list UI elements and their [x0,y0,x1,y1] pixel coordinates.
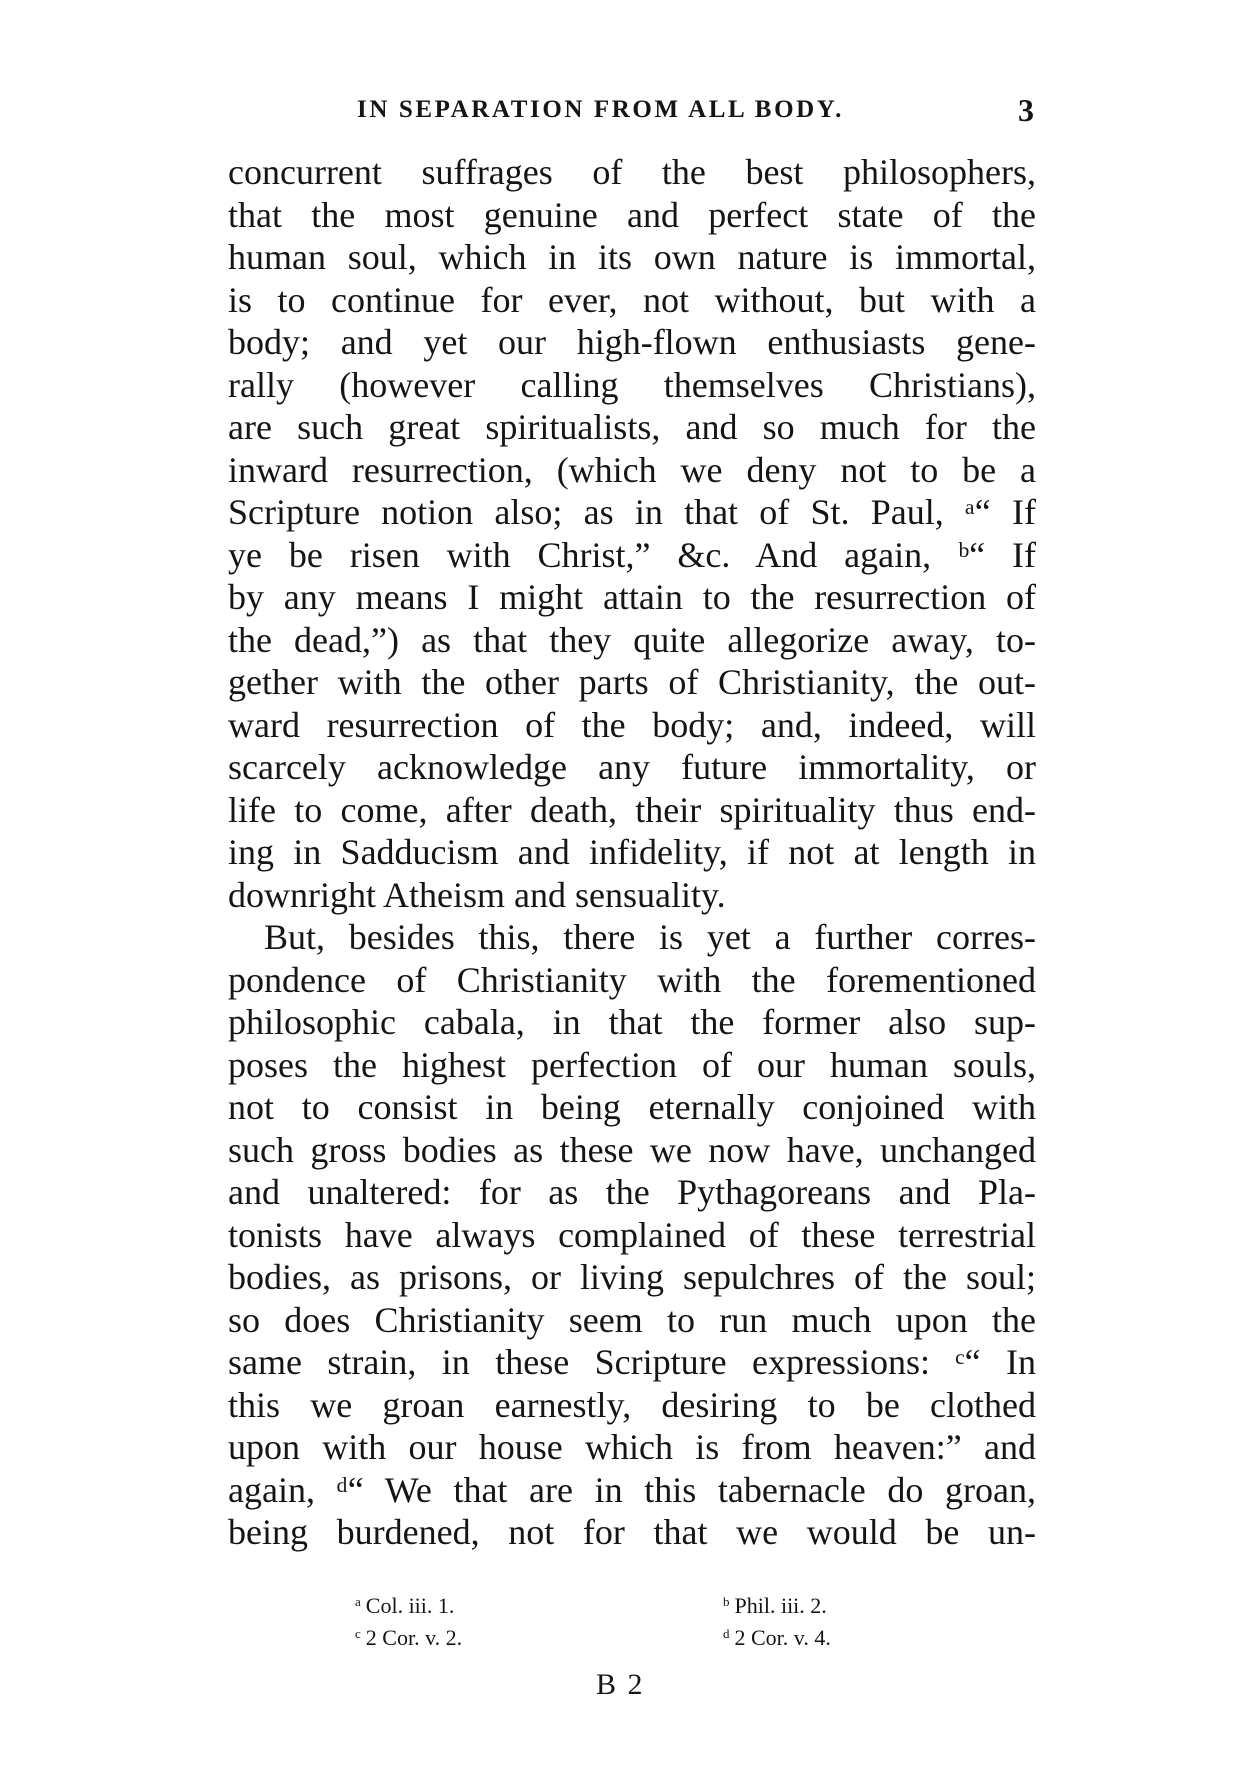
text-line: concurrent suffrages of the best philosophers, [228,152,1036,192]
footnote [355,1618,462,1654]
text-line: being burdened, not for that we would be un- [228,1512,1036,1552]
text-line: by any means I might attain to the resurrection of [228,577,1036,617]
footnote-mark: c [355,1626,361,1641]
text-line: ward resurrection of the body; and, indeed, will [228,704,1036,745]
signature-mark: B 2 [596,1668,645,1701]
text-line: pondence of Christianity with the forementioned [228,959,1036,1000]
text-line: But, besides this, there is yet a further corres- [264,917,1036,957]
text-line: such gross bodies as these we now have, unchanged [228,1129,1036,1170]
text-line: human soul, which in its own nature is immortal, [228,237,1036,277]
text-line: upon with our house which is from heaven:” and [228,1427,1036,1467]
text-line: same strain, in these Scripture expressions: ᶜ“ In [228,1342,1036,1382]
footnote-mark: a [355,1594,361,1609]
footnote [723,1618,831,1654]
text-line: body; and yet our high-flown enthusiasts gene- [228,322,1036,362]
text-line: are such great spiritualists, and so much for the [228,407,1036,447]
text-line: bodies, as prisons, or living sepulchres of the soul; [228,1257,1036,1297]
text-line: again, ᵈ“ We that are in this tabernacle do groan, [228,1469,1036,1510]
text-line: tonists have always complained of these terrestrial [228,1214,1036,1255]
text-line: downright Atheism and sensuality. [228,874,726,915]
text-line: life to come, after death, their spirituality thus end- [228,789,1036,830]
text-line: so does Christianity seem to run much upon the [228,1299,1036,1340]
text-line: rally (however calling themselves Christians), [228,364,1036,405]
text-line: poses the highest perfection of our human souls, [228,1044,1036,1085]
footnote [723,1586,827,1622]
page-number: 3 [1018,92,1034,128]
body-text [228,151,1036,1554]
text-line: ing in Sadducism and infidelity, if not at length in [228,832,1036,872]
text-line: Scripture notion also; as in that of St. Paul, ᵃ“ If [228,492,1036,532]
page-header [228,92,1036,136]
text-line: the dead,”) as that they quite allegorize away, to- [228,619,1036,660]
text-line: ye be risen with Christ,” &c. And again, ᵇ“ If [228,534,1036,575]
text-line: that the most genuine and perfect state of the [228,194,1036,235]
text-line: philosophic cabala, in that the former also sup- [228,1002,1036,1042]
footnote-text: Phil. iii. 2. [734,1593,827,1618]
footnote-mark: d [723,1626,730,1641]
text-line: not to consist in being eternally conjoined with [228,1087,1036,1127]
text-line: inward resurrection, (which we deny not to be a [228,449,1036,490]
text-line: scarcely acknowledge any future immortality, or [228,747,1036,787]
text-line: and unaltered: for as the Pythagoreans and Pla- [228,1172,1036,1212]
footnote-text: 2 Cor. v. 4. [734,1625,831,1650]
footnote [355,1586,454,1622]
footnote-text: Col. iii. 1. [365,1593,455,1618]
footnote-mark: b [723,1594,730,1609]
text-line: this we groan earnestly, desiring to be clothed [228,1384,1036,1425]
text-line: is to continue for ever, not without, but with a [228,279,1036,320]
text-line: gether with the other parts of Christianity, the out- [228,662,1036,702]
running-title: IN SEPARATION FROM ALL BODY. [357,96,844,123]
footnote-text: 2 Cor. v. 2. [365,1625,463,1650]
